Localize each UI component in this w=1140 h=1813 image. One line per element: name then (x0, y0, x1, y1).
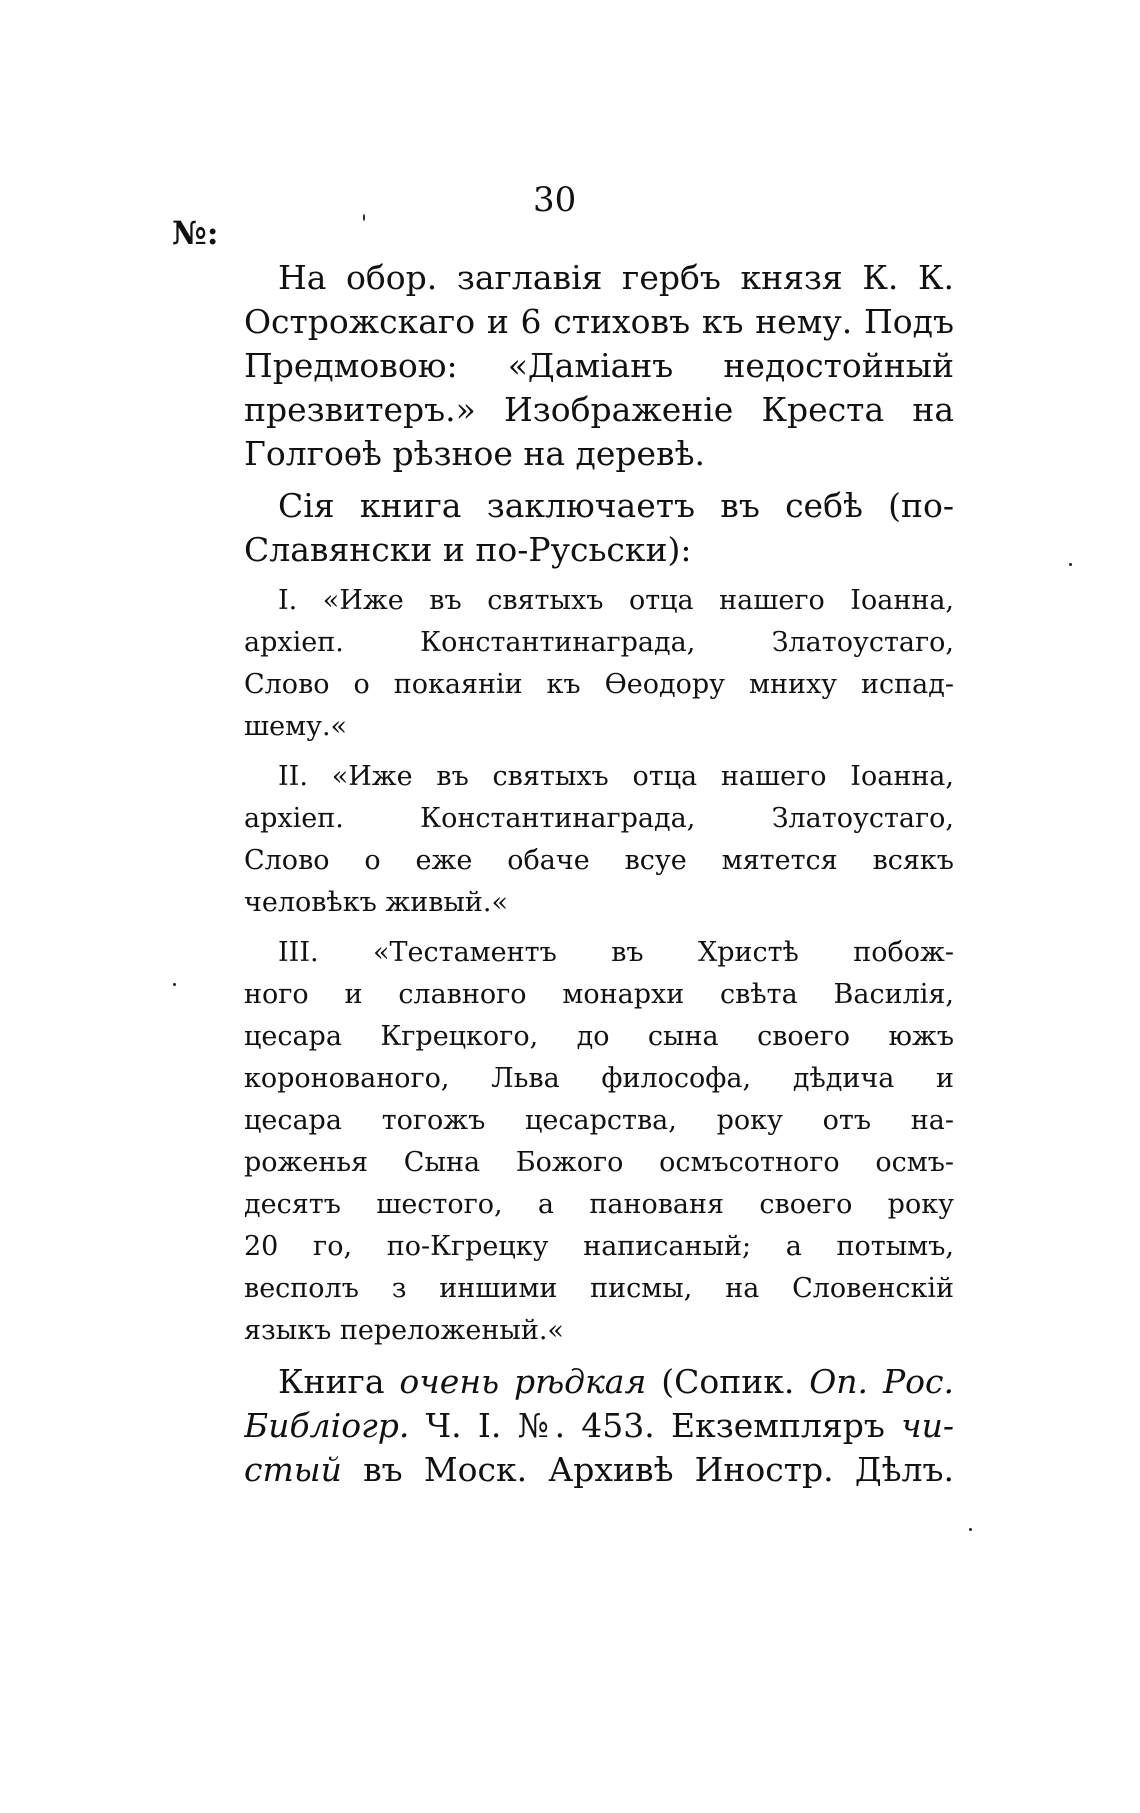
paragraph-title-description (244, 256, 954, 476)
text-line: Острожскаго и 6 стиховъ къ нему. Подъ (244, 302, 954, 341)
text-line: цесара тогожъ цесарства, року отъ на- (244, 1105, 954, 1136)
text-run: въ Моск. Архивѣ Иностр. Дѣлъ. (341, 1450, 954, 1489)
text-line: презвитеръ.» Изображеніе Креста на (244, 390, 954, 429)
text-line: Слово о еже обаче всуе мятется всякъ (244, 845, 954, 876)
text-run: Книга (278, 1362, 400, 1401)
text-line: архіеп. Константинаграда, Златоустаго, (244, 803, 954, 834)
text-line: языкъ переложеный.« (244, 1315, 564, 1346)
text-line: ного и славного монархи свѣта Василія, (244, 979, 954, 1010)
text-line: десятъ шестого, а панованя своего року (244, 1189, 954, 1220)
paragraph-rarity-note (244, 1360, 954, 1492)
text-run: (Сопик. (646, 1362, 810, 1401)
text-line: Предмовою: «Даміанъ недостойный (244, 346, 954, 385)
italic-text-run: Оп. Рос. (809, 1362, 954, 1401)
margin-number-mark: №: (172, 214, 219, 252)
text-line: весполъ з иншими писмы, на Словенскій (244, 1273, 954, 1304)
scan-speck (969, 1528, 972, 1531)
italic-text-run: чи- (901, 1406, 954, 1445)
text-line: шему.« (244, 711, 348, 742)
text-run: Ч. I. №. 453. Екземпляръ (409, 1406, 902, 1445)
text-line: Сія книга заключаетъ въ себѣ (по- (278, 486, 954, 525)
paragraph-item-2 (244, 756, 954, 924)
text-line: Славянски и по-Русьски): (244, 530, 692, 569)
italic-text-run: очень рѣдкая (399, 1362, 647, 1401)
paragraph-item-3 (244, 932, 954, 1352)
text-line: 20 го, по-Кгрецку написаный; а потымъ, (244, 1231, 954, 1262)
scan-speck (363, 214, 365, 221)
text-line (244, 1360, 954, 1404)
text-line: На обор. заглавія гербъ князя К. К. (278, 258, 954, 297)
text-line: III. «Тестаментъ въ Христѣ побож- (278, 937, 954, 968)
page-number: 30 (533, 180, 577, 220)
text-line: архіеп. Константинаграда, Златоустаго, (244, 627, 954, 658)
text-line: человѣкъ живый.« (244, 887, 508, 918)
paragraph-item-1 (244, 580, 954, 748)
text-line (244, 1404, 954, 1448)
body-text (244, 256, 954, 1500)
text-line: цесара Кгрецкого, до сына своего южъ (244, 1021, 954, 1052)
italic-text-run: Библіогр. (244, 1406, 410, 1445)
paragraph-contents-intro (244, 484, 954, 572)
text-line: коронованого, Льва философа, дѣдича и (244, 1063, 954, 1094)
italic-text-run: стый (244, 1450, 342, 1489)
text-line: роженья Сына Божого осмъсотного осмъ- (244, 1147, 954, 1178)
scan-speck (173, 983, 176, 986)
scan-speck (1069, 563, 1072, 566)
text-line: Слово о покаяніи къ Ѳеодору мниху испад- (244, 669, 954, 700)
text-line (244, 1448, 954, 1492)
text-line: I. «Иже въ святыхъ отца нашего Іоанна, (278, 585, 954, 616)
text-line: Голгоѳѣ рѣзное на деревѣ. (244, 434, 705, 473)
text-line: II. «Иже въ святыхъ отца нашего Іоанна, (278, 761, 954, 792)
